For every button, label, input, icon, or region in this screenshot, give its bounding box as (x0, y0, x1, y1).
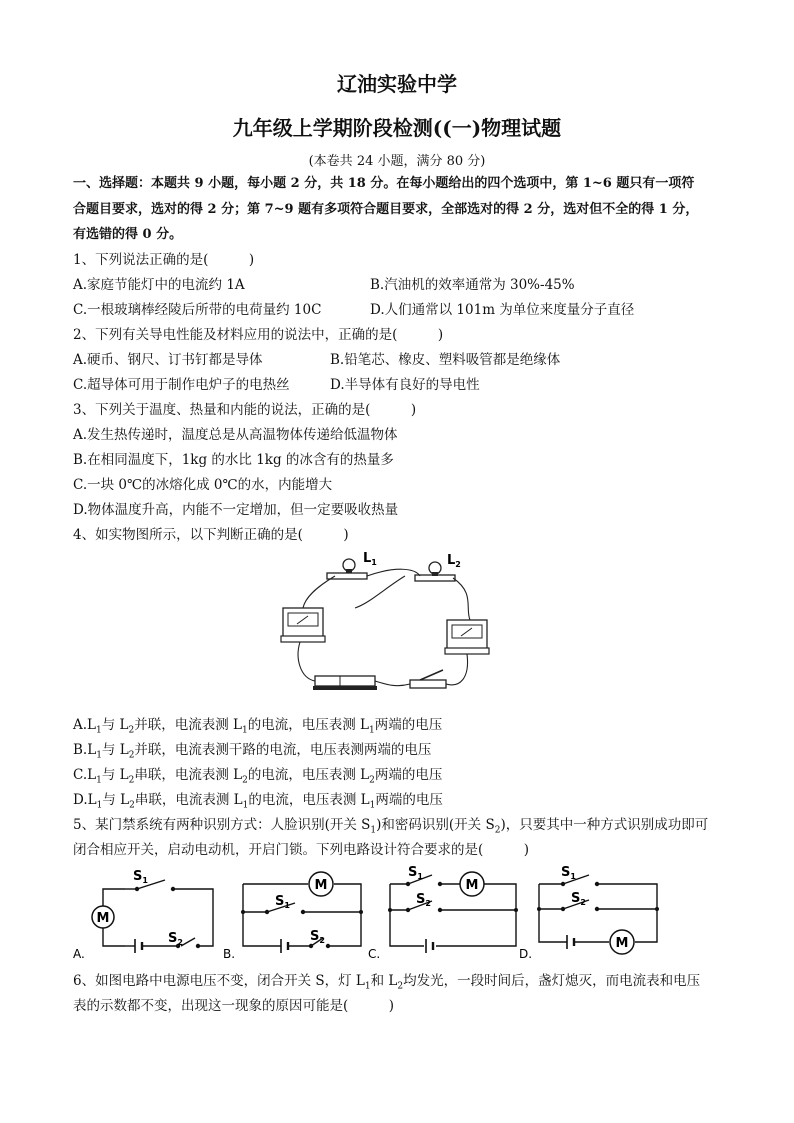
question-2-option-b: B.铅笔芯、橡皮、塑料吸管都是绝缘体 (330, 352, 561, 368)
question-3-option-c: C.一块 0℃的冰熔化成 0℃的水，内能增大 (73, 477, 333, 493)
question-4-option-c: $C.L_1$与 $L_2$串联，电流表测 $L_2$的电流，电压表测 $L_2$两端的电压 (73, 767, 443, 786)
question-1-option-a: A.家庭节能灯中的电流约 1A (73, 277, 245, 293)
svg-text:L1: $L_1$ (363, 551, 377, 567)
svg-text:S1: $S_1$ (133, 869, 148, 885)
question-4-option-b: $B.L_1$与 $L_2$并联，电流表测干路的电流，电压表测两端的电压 (73, 742, 432, 761)
exam-note: (本卷共 24 小题，满分 80 分) (308, 154, 486, 169)
question-2-stem: 2、下列有关导电性能及材料应用的说法中，正确的是( ) (73, 327, 444, 343)
svg-text:S2: $S_2$ (416, 892, 431, 908)
svg-text:L2: $L_2$ (447, 553, 461, 569)
question-1-option-d: D.人们通常以 101m 为单位来度量分子直径 (370, 302, 635, 318)
question-3-stem: 3、下列关于温度、热量和内能的说法，正确的是( ) (73, 402, 417, 418)
question-5-line1: 5、某门禁系统有两种识别方式：人脸识别(开关 $S_1$)和密码识别(开关 $S_2$)，只要其中一种方式识别成功即可 (73, 817, 709, 836)
circuit-option-b (223, 862, 373, 960)
exam-title: 九年级上学期阶段检测((一)物理试题 (232, 116, 562, 140)
circuit-option-d (519, 862, 669, 960)
question-3-option-d: D.物体温度升高，内能不一定增加，但一定要吸收热量 (73, 502, 399, 518)
motor-label: M (314, 878, 328, 893)
question-2-option-c: C.超导体可用于制作电炉子的电热丝 (73, 377, 290, 393)
school-name: 辽油实验中学 (337, 72, 457, 96)
section-instructions-line1: 一、选择题：本题共 9 小题，每小题 2 分，共 18 分。在每小题给出的四个选项中，第 1~6 题只有一项符 (73, 176, 695, 191)
circuit-option-c (368, 862, 526, 960)
svg-text:S2: $S_2$ (571, 891, 586, 907)
question-6-line1: 6、如图电路中电源电压不变，闭合开关 S，灯 $L_1$和 $L_2$均发光，一段时间后，盏灯熄灭，而电流表和电压 (73, 973, 701, 992)
svg-text:S1: $S_1$ (275, 894, 290, 910)
question-2-option-a: A.硬币、钢尺、订书钉都是导体 (73, 352, 263, 368)
option-label: B. (223, 947, 236, 960)
question-3-option-a: A.发生热传递时，温度总是从高温物体传递给低温物体 (73, 427, 398, 443)
circuit-photo-figure (275, 548, 525, 698)
svg-text:S1: $S_1$ (408, 865, 423, 881)
svg-text:S1: $S_1$ (561, 865, 576, 881)
question-3-option-b: B.在相同温度下，1kg 的水比 1kg 的冰含有的热量多 (73, 452, 394, 468)
option-label: D. (519, 947, 533, 960)
question-4-option-a: $A.L_1$与 $L_2$并联，电流表测 $L_1$的电流，电压表测 $L_1$两端的电压 (73, 717, 443, 736)
voltmeter-icon (281, 608, 325, 642)
ammeter-icon (445, 620, 489, 654)
question-6-line2: 表的示数都不变，出现这一现象的原因可能是( ) (73, 998, 395, 1014)
switch-icon (410, 670, 446, 688)
svg-text:S2: $S_2$ (310, 929, 325, 945)
question-4-stem: 4、如实物图所示，以下判断正确的是( ) (73, 527, 349, 543)
option-label: C. (368, 947, 381, 960)
motor-label: M (615, 936, 629, 951)
section-instructions-line3: 有选错的得 0 分。 (73, 227, 183, 242)
question-1-option-c: C.一根玻璃棒经陵后所带的电荷量约 10C (73, 302, 322, 318)
svg-text:S2: $S_2$ (168, 931, 183, 947)
question-2-option-d: D.半导体有良好的导电性 (330, 377, 480, 393)
option-label: A. (73, 947, 85, 960)
question-5-line2: 闭合相应开关，启动电动机，开启门锁。下列电路设计符合要求的是( ) (73, 842, 530, 858)
motor-label: M (96, 911, 110, 926)
battery-icon (313, 676, 377, 690)
section-instructions-line2: 合题目要求，选对的得 2 分；第 7~9 题有多项符合题目要求，全部选对的得 2 分，选对但不全的得 1 分， (73, 202, 699, 217)
question-1-option-b: B.汽油机的效率通常为 30%-45% (370, 277, 575, 293)
circuit-option-a (73, 862, 223, 960)
question-4-option-d: $D.L_1$与 $L_2$串联，电流表测 $L_1$的电流，电压表测 $L_1$两端的电压 (73, 792, 443, 811)
motor-label: M (465, 878, 479, 893)
question-1-stem: 1、下列说法正确的是( ) (73, 252, 255, 268)
bulb-l1-icon (327, 559, 367, 579)
